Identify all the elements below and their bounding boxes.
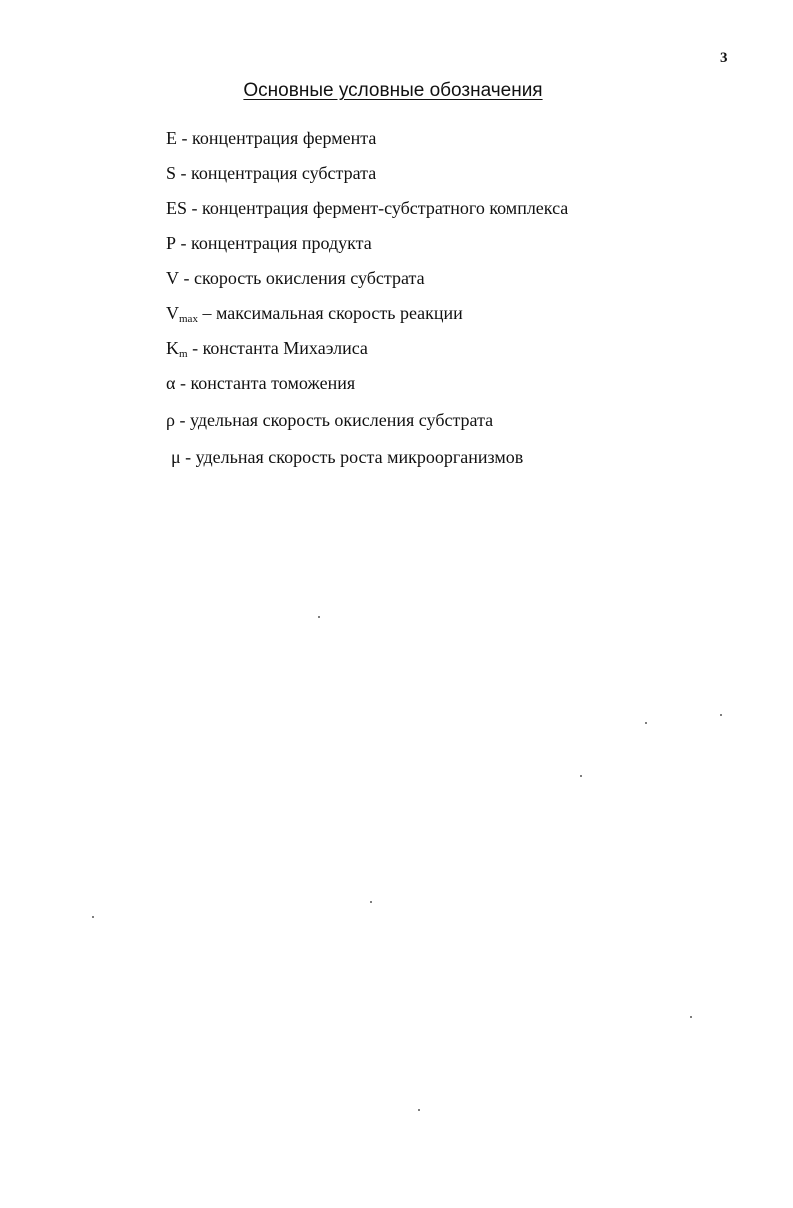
- scan-speck: [318, 616, 320, 618]
- notation-description: удельная скорость окисления субстрата: [189, 410, 494, 430]
- notation-separator: –: [197, 303, 216, 323]
- notation-separator: -: [187, 338, 203, 358]
- notation-item-mu: [166, 445, 766, 482]
- notation-separator: -: [175, 373, 191, 393]
- scan-speck: [645, 722, 647, 724]
- notation-item-s: [166, 161, 766, 196]
- notation-description: концентрация продукта: [191, 233, 372, 253]
- notation-separator: -: [177, 128, 192, 148]
- notation-symbol: K: [166, 338, 179, 358]
- scan-speck: [418, 1109, 420, 1111]
- page-number: 3: [720, 50, 728, 66]
- scan-speck: [580, 775, 582, 777]
- notation-item-es: [166, 196, 766, 231]
- notation-symbol: P: [166, 233, 177, 253]
- scan-speck: [92, 916, 94, 918]
- scan-speck: [370, 901, 372, 903]
- scan-speck: [720, 714, 722, 716]
- notation-symbol: S: [166, 163, 177, 183]
- notation-description: константа томожения: [190, 373, 356, 393]
- notation-separator: -: [180, 447, 196, 467]
- notation-subscript: max: [179, 313, 198, 325]
- notation-symbol: V: [166, 268, 179, 288]
- scan-speck: [690, 1016, 692, 1018]
- notation-list: [166, 126, 766, 482]
- notation-description: концентрация фермента: [192, 128, 377, 148]
- notation-item-e: [166, 126, 766, 161]
- notation-separator: -: [176, 233, 192, 253]
- page-title: Основные условные обозначения: [243, 80, 543, 101]
- notation-item-km: [166, 336, 766, 371]
- notation-description: концентрация субстрата: [191, 163, 377, 183]
- notation-symbol: α: [166, 373, 176, 393]
- notation-symbol: V: [166, 303, 179, 323]
- notation-item-alpha: [166, 371, 766, 408]
- notation-description: скорость окисления субстрата: [194, 268, 425, 288]
- notation-symbol: ρ: [166, 410, 175, 430]
- notation-separator: -: [176, 163, 192, 183]
- notation-separator: -: [179, 268, 194, 288]
- notation-subscript: m: [179, 348, 188, 360]
- notation-item-v: [166, 266, 766, 301]
- notation-item-p: [166, 231, 766, 266]
- notation-symbol: ES: [166, 198, 188, 218]
- notation-description: константа Михаэлиса: [202, 338, 368, 358]
- notation-item-vmax: [166, 301, 766, 336]
- notation-symbol: E: [166, 128, 177, 148]
- notation-symbol: μ: [171, 447, 181, 467]
- notation-description: удельная скорость роста микроорганизмов: [195, 447, 524, 467]
- notation-item-rho: [166, 408, 766, 445]
- notation-separator: -: [174, 410, 190, 430]
- notation-description: концентрация фермент-субстратного комплекса: [202, 198, 569, 218]
- notation-description: максимальная скорость реакции: [215, 303, 463, 323]
- notation-separator: -: [187, 198, 203, 218]
